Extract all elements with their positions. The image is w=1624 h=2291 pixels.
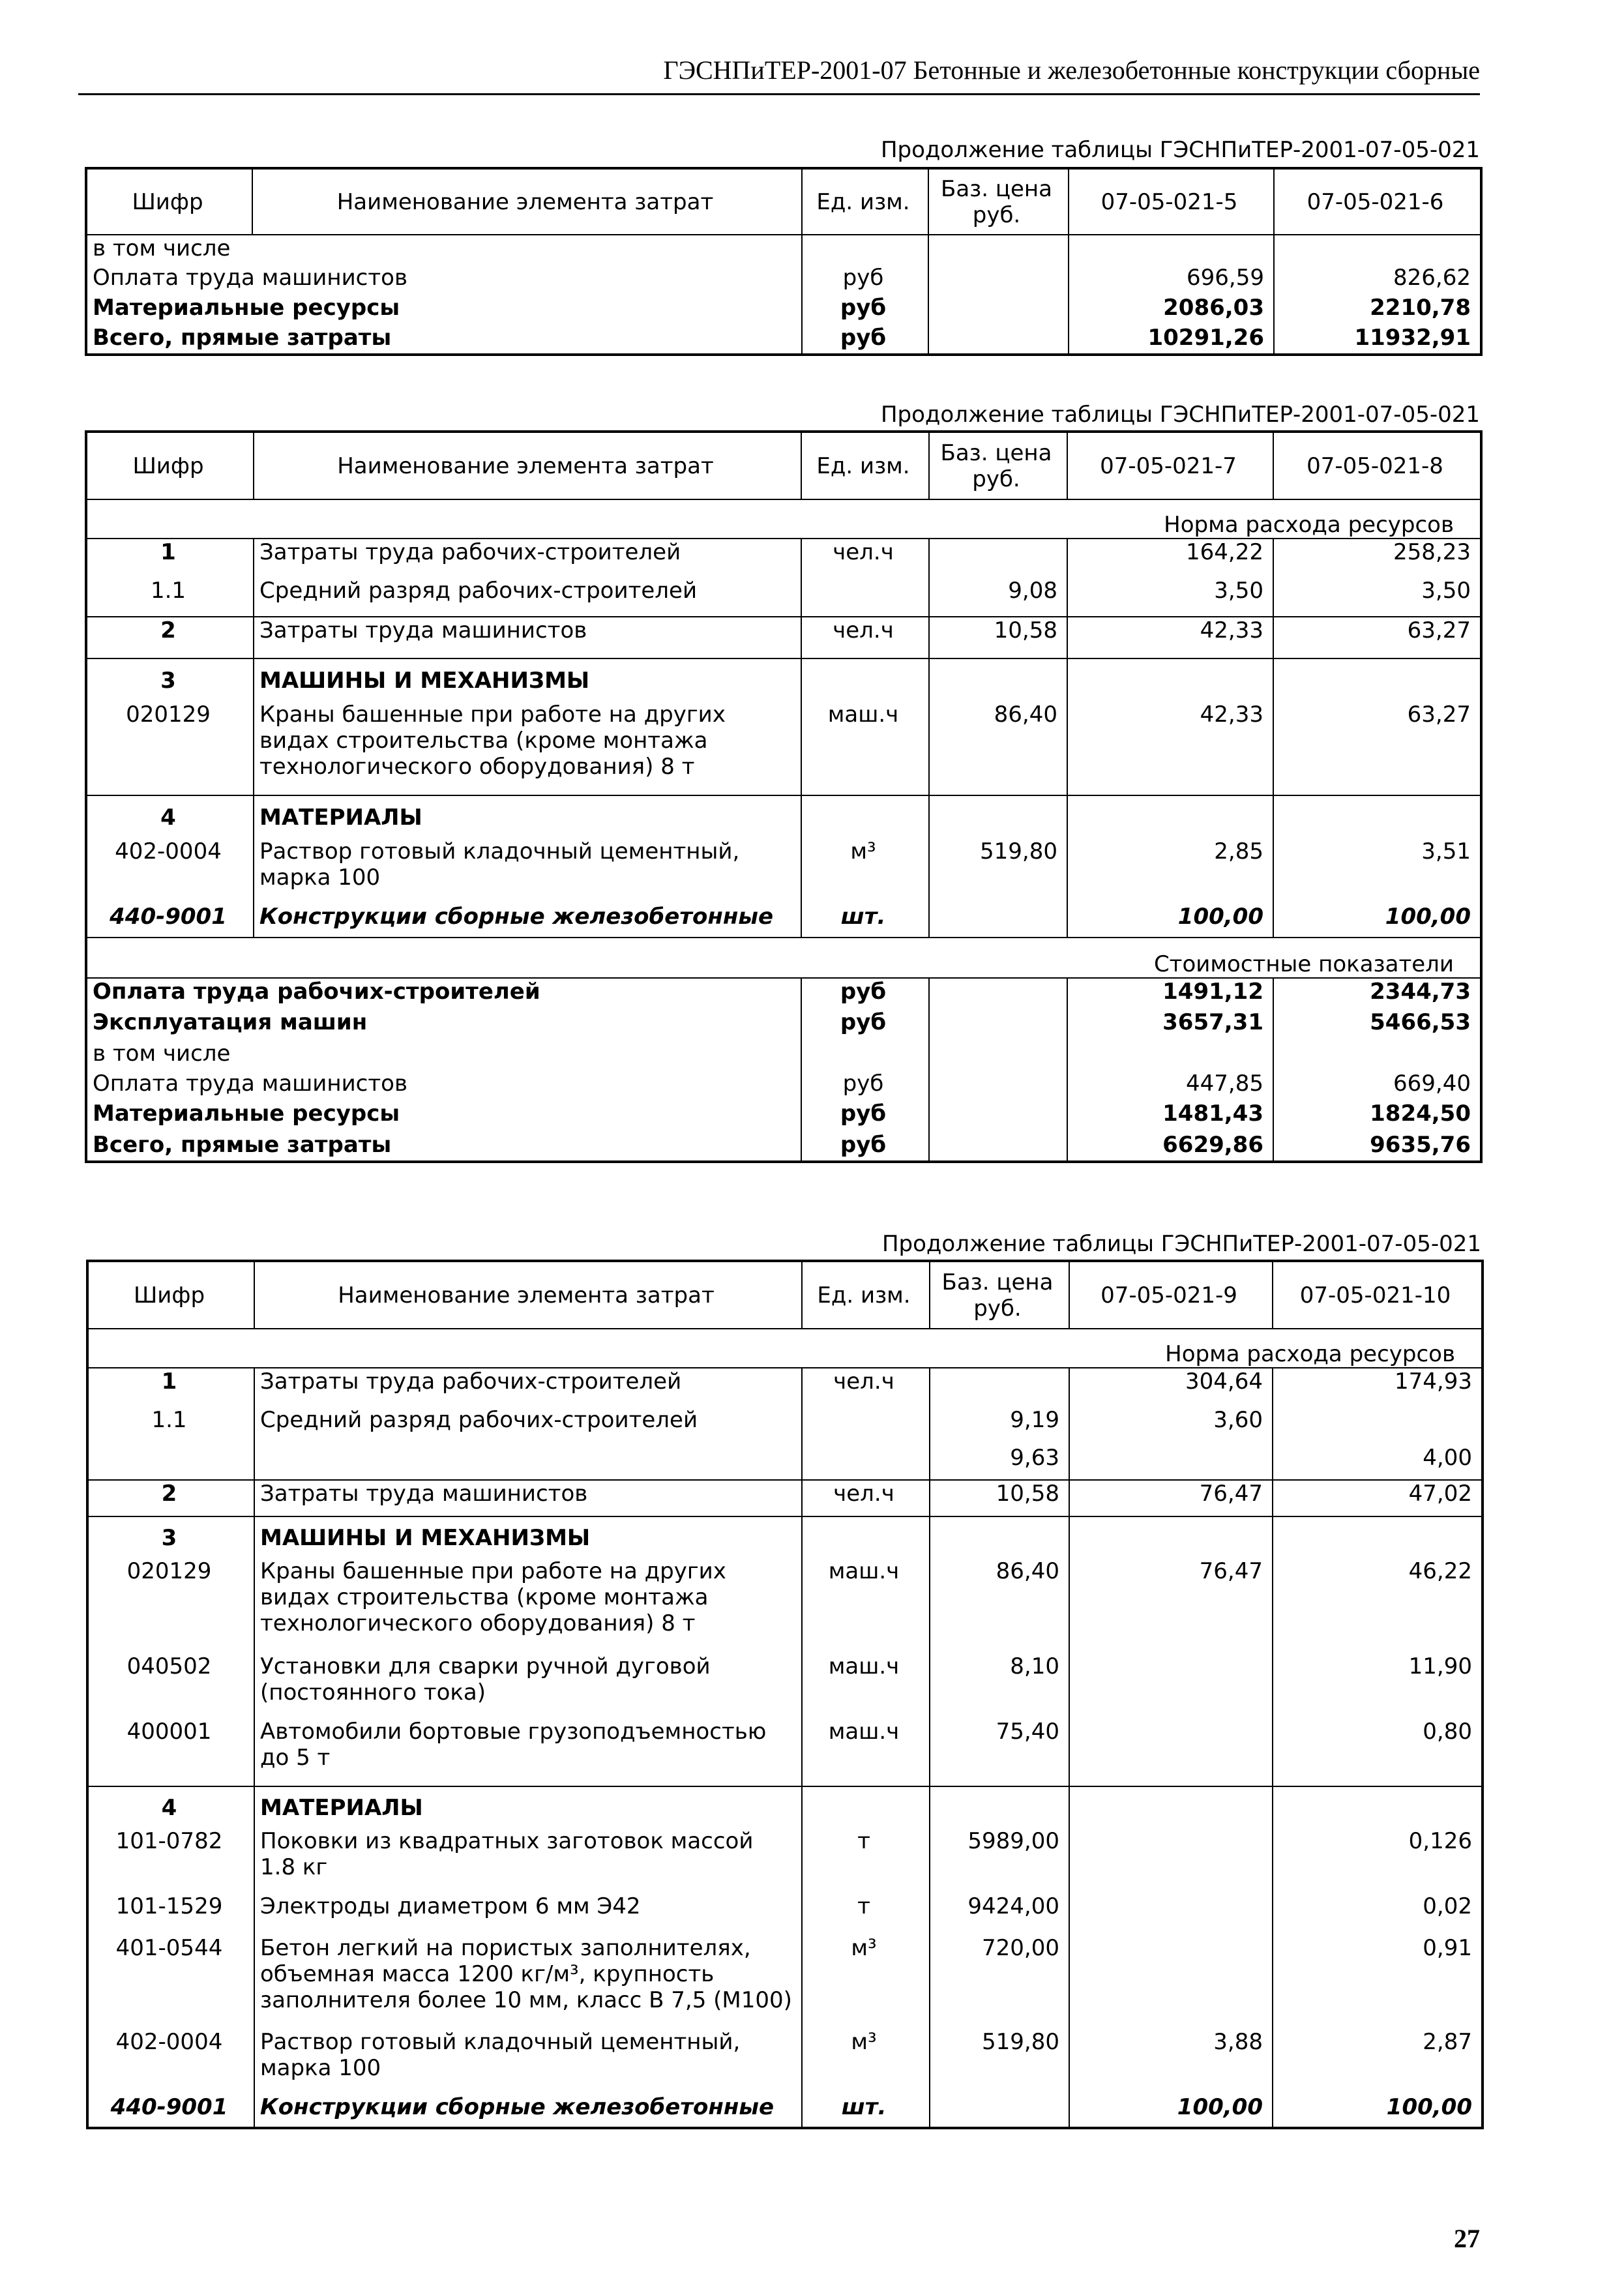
col-header-a: 07-05-021-9 (1069, 1261, 1273, 1329)
section-row: 3 МАШИНЫ И МЕХАНИЗМЫ (86, 658, 1481, 702)
table-row: Всего, прямые затраты руб 10291,26 11932,91 (86, 325, 1481, 355)
table-row: в том числе (86, 1041, 1481, 1071)
col-header-unit: Ед. изм. (802, 1261, 930, 1329)
table-row: 020129 Краны башенные при работе на других видах строительства (кроме монтажа технологического оборудования) 8 т маш.ч 86,40 76,47 46,22 (87, 1558, 1483, 1653)
table3 (86, 1260, 1484, 2129)
header-title: ГЭСНПиТЕР-2001-07 Бетонные и железобетонные конструкции сборные (663, 55, 1480, 85)
table-row: 101-1529 Электроды диаметром 6 мм Э42 т 9424,00 0,02 (87, 1893, 1483, 1935)
table-row: 402-0004 Раствор готовый кладочный цементный, марка 100 м³ 519,80 2,85 3,51 (86, 838, 1481, 904)
table-row: 400001 Автомобили бортовые грузоподъемностью до 5 т маш.ч 75,40 0,80 (87, 1719, 1483, 1786)
table-row: 020129 Краны башенные при работе на других видах строительства (кроме монтажа технологического оборудования) 8 т маш.ч 86,40 42,33 63,27 (86, 702, 1481, 795)
table2-header-row (86, 432, 1481, 499)
table-row: Материальные ресурсы руб 1481,43 1824,50 (86, 1101, 1481, 1132)
norm-label-row: Норма расхода ресурсов (87, 1329, 1483, 1368)
section-row: 3 МАШИНЫ И МЕХАНИЗМЫ (87, 1516, 1483, 1558)
col-header-b: 07-05-021-10 (1273, 1261, 1483, 1329)
col-header-unit: Ед. изм. (802, 168, 928, 235)
col-header-price: Баз. цена руб. (929, 432, 1067, 499)
col-header-name: Наименование элемента затрат (254, 432, 801, 499)
col-header-name: Наименование элемента затрат (254, 1261, 802, 1329)
table-row: 9,63 4,00 (87, 1445, 1483, 1480)
table-row: 440-9001 Конструкции сборные железобетонные шт. 100,00 100,00 (86, 904, 1481, 938)
table-row: Оплата труда машинистов руб 696,59 826,62 (86, 265, 1481, 295)
section-row: 4 МАТЕРИАЛЫ (86, 795, 1481, 838)
table-row: 1.1 Средний разряд рабочих-строителей 9,08 3,50 3,50 (86, 578, 1481, 617)
table-row: Эксплуатация машин руб 3657,31 5466,53 (86, 1009, 1481, 1041)
table2-continuation: Продолжение таблицы ГЭСНПиТЕР-2001-07-05-021 (880, 402, 1480, 428)
table3-header-row (87, 1261, 1483, 1329)
table-row: Материальные ресурсы руб 2086,03 2210,78 (86, 295, 1481, 325)
col-header-code: Шифр (87, 1261, 254, 1329)
table-row: 1 Затраты труда рабочих-строителей чел.ч 164,22 258,23 (86, 539, 1481, 578)
table-row: в том числе (86, 235, 1481, 265)
cost-label-row: Стоимостные показатели (86, 938, 1481, 978)
col-header-b: 07-05-021-8 (1273, 432, 1481, 499)
table1-continuation: Продолжение таблицы ГЭСНПиТЕР-2001-07-05-021 (880, 137, 1480, 163)
table-row: 402-0004 Раствор готовый кладочный цементный, марка 100 м³ 519,80 3,88 2,87 (87, 2029, 1483, 2094)
col-header-b: 07-05-021-6 (1274, 168, 1481, 235)
col-header-code: Шифр (86, 168, 252, 235)
page-header (78, 51, 1480, 95)
page-number: 27 (1454, 2224, 1480, 2253)
table-row: Оплата труда машинистов руб 447,85 669,40 (86, 1071, 1481, 1101)
table-row: 040502 Установки для сварки ручной дуговой (постоянного тока) маш.ч 8,10 11,90 (87, 1653, 1483, 1719)
norm-label-row: Норма расхода ресурсов (86, 499, 1481, 539)
col-header-a: 07-05-021-7 (1067, 432, 1273, 499)
table-row: 401-0544 Бетон легкий на пористых заполнителях, объемная масса 1200 кг/м³, крупность заполнителя более 10 мм, класс В 7,5 (М100) м³ 720,00 0,91 (87, 1935, 1483, 2029)
table-row: 440-9001 Конструкции сборные железобетонные шт. 100,00 100,00 (87, 2094, 1483, 2128)
table1 (85, 167, 1483, 356)
table3-continuation: Продолжение таблицы ГЭСНПиТЕР-2001-07-05-021 (881, 1231, 1481, 1257)
col-header-unit: Ед. изм. (801, 432, 929, 499)
table-row: 1 Затраты труда рабочих-строителей чел.ч 304,64 174,93 (87, 1368, 1483, 1407)
table1-header-row (86, 168, 1481, 235)
table-row: 1.1 Средний разряд рабочих-строителей 9,19 3,60 (87, 1407, 1483, 1445)
table-row: Всего, прямые затраты руб 6629,86 9635,76 (86, 1132, 1481, 1162)
section-row: 4 МАТЕРИАЛЫ (87, 1786, 1483, 1828)
table-row: 2 Затраты труда машинистов чел.ч 10,58 42,33 63,27 (86, 617, 1481, 658)
col-header-code: Шифр (86, 432, 254, 499)
col-header-a: 07-05-021-5 (1069, 168, 1274, 235)
col-header-price: Баз. цена руб. (930, 1261, 1069, 1329)
table-row: 101-0782 Поковки из квадратных заготовок массой 1.8 кг т 5989,00 0,126 (87, 1828, 1483, 1893)
col-header-name: Наименование элемента затрат (252, 168, 802, 235)
table2 (85, 430, 1483, 1163)
table-row: Оплата труда рабочих-строителей руб 1491,12 2344,73 (86, 978, 1481, 1009)
col-header-price: Баз. цена руб. (928, 168, 1069, 235)
table-row: 2 Затраты труда машинистов чел.ч 10,58 76,47 47,02 (87, 1480, 1483, 1516)
